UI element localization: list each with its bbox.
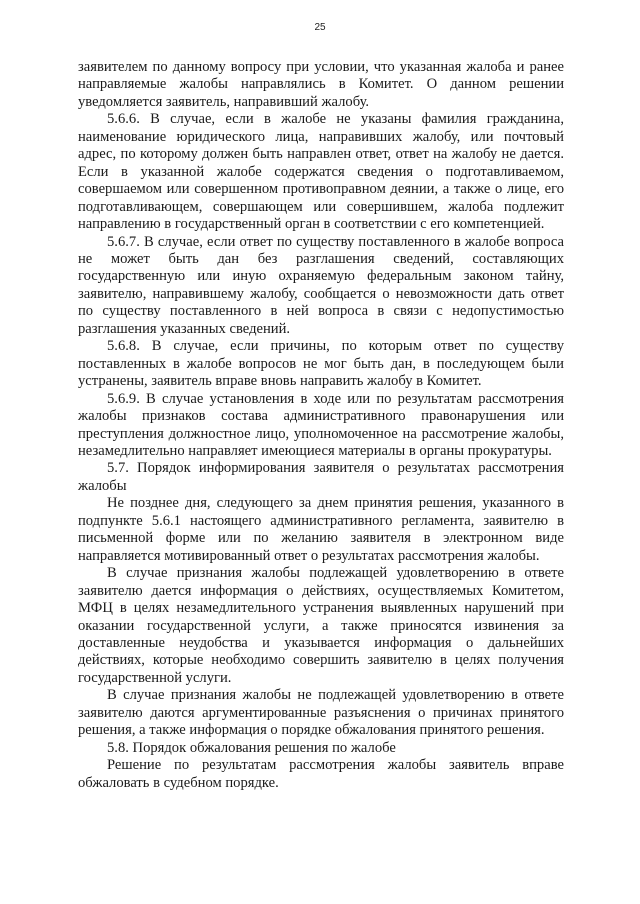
section-heading-5-7: 5.7. Порядок информирования заявителя о результатах рассмотрения жалобы	[78, 460, 564, 494]
paragraph-5-6-8: 5.6.8. В случае, если причины, по которым ответ по существу поставленных в жалобе вопросов не мог быть дан, в последующем были устранены, заявитель вправе вновь направить жалобу в Комитет.	[78, 338, 564, 390]
paragraph-5-6-9: 5.6.9. В случае установления в ходе или по результатам рассмотрения жалобы признаков состава административного правонарушения или преступления должностное лицо, уполномоченное на рассмотрение жалобы, незамедлительно направляет имеющиеся материалы в органы прокуратуры.	[78, 390, 564, 459]
paragraph-5-6-7: 5.6.7. В случае, если ответ по существу поставленного в жалобе вопроса не может быть дан без разглашения сведений, составляющих государственную или иную охраняемую федеральным законом тайну, заявителю, направившему жалобу, сообщается о невозможности дать ответ по существу поставленного в ней вопроса в связи с недопустимостью разглашения указанных сведений.	[78, 233, 564, 337]
paragraph-continuation: заявителем по данному вопросу при условии, что указанная жалоба и ранее направляемые жалобы направлялись в Комитет. О данном решении уведомляется заявитель, направивший жалобу.	[78, 59, 564, 110]
paragraph-5-6-6: 5.6.6. В случае, если в жалобе не указаны фамилия гражданина, наименование юридического лица, направивших жалобу, или почтовый адрес, по которому должен быть направлен ответ, ответ на жалобу не дается. Если в указанной жалобе содержатся сведения о подготавливаемом, совершаемом или совершенном противоправном деянии, а также о лице, его подготавливающем, совершающем или совершившем, жалоба подлежит направлению в государственный орган в соответствии с его компетенцией.	[78, 111, 564, 233]
document-body	[78, 59, 564, 792]
paragraph-complaint-satisfied: В случае признания жалобы подлежащей удовлетворению в ответе заявителю дается информация о действиях, осуществляемых Комитетом, МФЦ в целях незамедлительного устранения выявленных нарушений при оказании государственной услуги, а также приносятся извинения за доставленные неудобства и указывается информация о дальнейших действиях, которые необходимо совершить заявителю в целях получения государственной услуги.	[78, 565, 564, 686]
paragraph-court-appeal: Решение по результатам рассмотрения жалобы заявитель вправе обжаловать в судебном порядке.	[78, 757, 564, 791]
paragraph-complaint-rejected: В случае признания жалобы не подлежащей удовлетворению в ответе заявителю даются аргументированные разъяснения о причинах принятого решения, а также информация о порядке обжалования принятого решения.	[78, 687, 564, 739]
paragraph-response-deadline: Не позднее дня, следующего за днем принятия решения, указанного в подпункте 5.6.1 настоящего административного регламента, заявителю в письменной форме или по желанию заявителя в электронном виде направляется мотивированный ответ о результатах рассмотрения жалобы.	[78, 495, 564, 564]
section-heading-5-8: 5.8. Порядок обжалования решения по жалобе	[107, 739, 396, 756]
page-number: 25	[314, 22, 326, 33]
